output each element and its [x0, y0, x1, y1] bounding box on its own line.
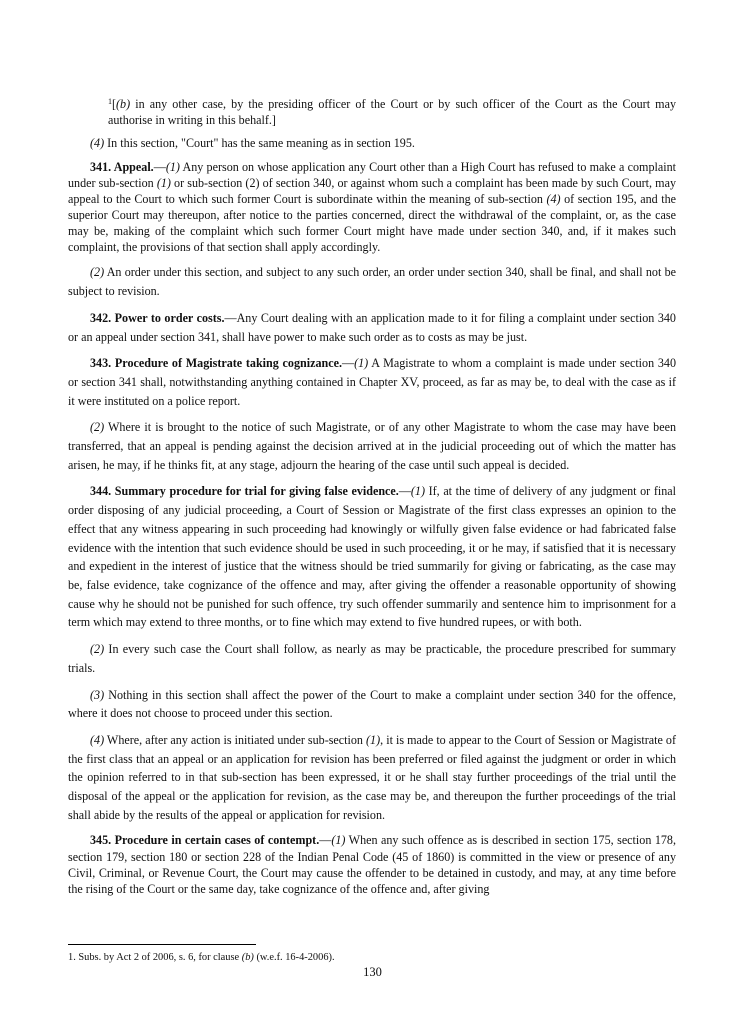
section-text: Where, after any action is initiated under sub-section — [104, 732, 367, 747]
clause-label: (b) — [116, 97, 131, 111]
footnote-text: 1. Subs. by Act 2 of 2006, s. 6, for clause — [68, 952, 242, 963]
section-text: of section 195, and the superior Court may thereupon, after notice to the parties concerned, direct the withdrawal of the complaint, or, as the case may be, making of the complaint which such former Court might have made under section 340, and, if it makes such complaint, the provisions of that section shall apply accordingly. — [68, 192, 677, 255]
sub-section-reference: (1) — [366, 732, 381, 747]
sub-section-number: (2) — [90, 265, 105, 280]
section-345-heading: 345. Procedure in certain cases of contempt. — [90, 833, 320, 848]
section-343-paragraph — [68, 354, 676, 410]
clause-b-paragraph — [68, 96, 676, 129]
section-344-sub-2-paragraph — [68, 640, 676, 677]
section-text: or sub-section (2) of section 340, or against whom such a complaint has been made by such Court, may appeal to the Court to which such former Court is subordinate within the meaning of sub-section — [68, 175, 676, 207]
sub-section-4-paragraph — [68, 135, 676, 151]
page-body — [68, 96, 676, 897]
section-text: An order under this section, and subject to any such order, an order under section 340, shall be final, and shall not be subject to revision. — [68, 265, 676, 299]
section-344-heading: 344. Summary procedure for trial for giving false evidence. — [90, 484, 399, 499]
section-342-paragraph — [68, 309, 676, 346]
sub-section-number: (2) — [90, 420, 105, 435]
page-number: 130 — [363, 965, 382, 979]
sub-section-text: In this section, "Court" has the same meaning as in section 195. — [104, 135, 415, 150]
footnote — [68, 951, 335, 964]
footnote-clause-label: (b) — [241, 952, 254, 963]
section-342-heading: 342. Power to order costs. — [90, 310, 225, 325]
sub-section-number: (1) — [165, 159, 180, 174]
section-341-heading: 341. Appeal. — [90, 159, 154, 174]
footnote-divider — [68, 944, 256, 945]
section-343-heading: 343. Procedure of Magistrate taking cognizance. — [90, 356, 343, 371]
section-text: A Magistrate to whom a complaint is made under section 340 or section 341 shall, notwithstanding anything contained in Chapter XV, proceed, as far as may be, to deal with the case as if it were instituted on a police report. — [68, 356, 677, 408]
em-dash: — — [342, 356, 355, 371]
em-dash: — — [153, 159, 166, 174]
section-341-paragraph — [68, 159, 676, 256]
sub-section-number: (4) — [90, 732, 105, 747]
section-343-sub-2-paragraph — [68, 418, 676, 474]
section-text: —Any Court dealing with an application made to it for filing a complaint under section 340 or an appeal under section 341, shall have power to make such order as to costs as may be just. — [68, 310, 676, 344]
sub-section-number: (4) — [90, 135, 105, 150]
section-text: Where it is brought to the notice of such Magistrate, or of any other Magistrate to whom the case may have been transferred, that an appeal is pending against the decision arrived at in the judicial proceeding out of which the matter has arisen, he may, if he thinks fit, at any stage, adjourn the hearing of the case until such appeal is decided. — [68, 420, 676, 472]
footnote-text: (w.e.f. 16-4-2006). — [253, 952, 335, 963]
section-344-sub-4-paragraph — [68, 731, 676, 825]
section-text: Any person on whose application any Court other than a High Court has refused to make a complaint under sub-section — [68, 159, 676, 190]
em-dash: — — [319, 833, 332, 848]
section-344-sub-3-paragraph — [68, 686, 676, 723]
sub-section-number: (2) — [90, 642, 105, 657]
sub-section-number: (1) — [331, 833, 346, 848]
section-text: In every such case the Court shall follow, as nearly as may be practicable, the procedure prescribed for summary trials. — [68, 642, 676, 675]
section-text: When any such offence as is described in section 175, section 178, section 179, section 180 or section 228 of the Indian Penal Code (45 of 1860) is committed in the view or presence of any Civil, Criminal, or Revenue Court, the Court may cause the offender to be detained in custody, and may, at any time before the rising of the Court or the same day, take cognizance of the offence and, after giving — [68, 833, 676, 896]
section-text: Nothing in this section shall affect the power of the Court to make a complaint under section 340 for the offence, where it does not choose to proceed under this section. — [68, 687, 676, 721]
sub-section-number: (1) — [410, 484, 426, 499]
footnote-reference[interactable]: 1 — [108, 97, 112, 106]
section-341-sub-2-paragraph — [68, 263, 676, 300]
clause-text: in any other case, by the presiding officer of the Court or by such officer of the Court as the Court may authorise in writing in this behalf.] — [108, 97, 676, 128]
section-345-paragraph — [68, 832, 676, 896]
section-344-paragraph — [68, 482, 676, 632]
sub-section-number: (3) — [90, 687, 105, 702]
sub-section-reference: (1) — [156, 175, 171, 190]
section-text: , it is made to appear to the Court of Session or Magistrate of the first class that an appeal or an application for revision has been preferred or filed against the judgment or order in which the opinion referred to in that sub-section has been expressed, it or he shall stay further proceedings of the trial until the disposal of the appeal or the application for revision, as the case may be, and thereupon the further proceedings of the trial shall abide by the results of the appeal or application for revision. — [68, 732, 676, 822]
em-dash: — — [398, 484, 411, 499]
sub-section-number: (1) — [354, 356, 369, 371]
sub-section-reference: (4) — [546, 192, 561, 207]
amendment-bracket: [ — [112, 97, 117, 111]
section-text: If, at the time of delivery of any judgment or final order disposing of any judicial proceeding, a Court of Session or Magistrate of the first class expresses an opinion to the effect that any witness appearing in such proceeding had knowingly or wilfully given false evidence or had fabricated false evidence with the intention that such evidence should be used in such proceeding, it or he may, if satisfied that it is necessary and expedient in the interest of justice that the witness should be tried summarily for giving or fabricating, as the case may be, false evidence, take cognizance of the offence and may, after giving the offender a reasonable opportunity of showing cause why he should not be punished for such offence, try such offender summarily and sentence him to imprisonment for a term which may extend to three months, or to fine which may extend to five hundred rupees, or with both. — [68, 484, 676, 630]
